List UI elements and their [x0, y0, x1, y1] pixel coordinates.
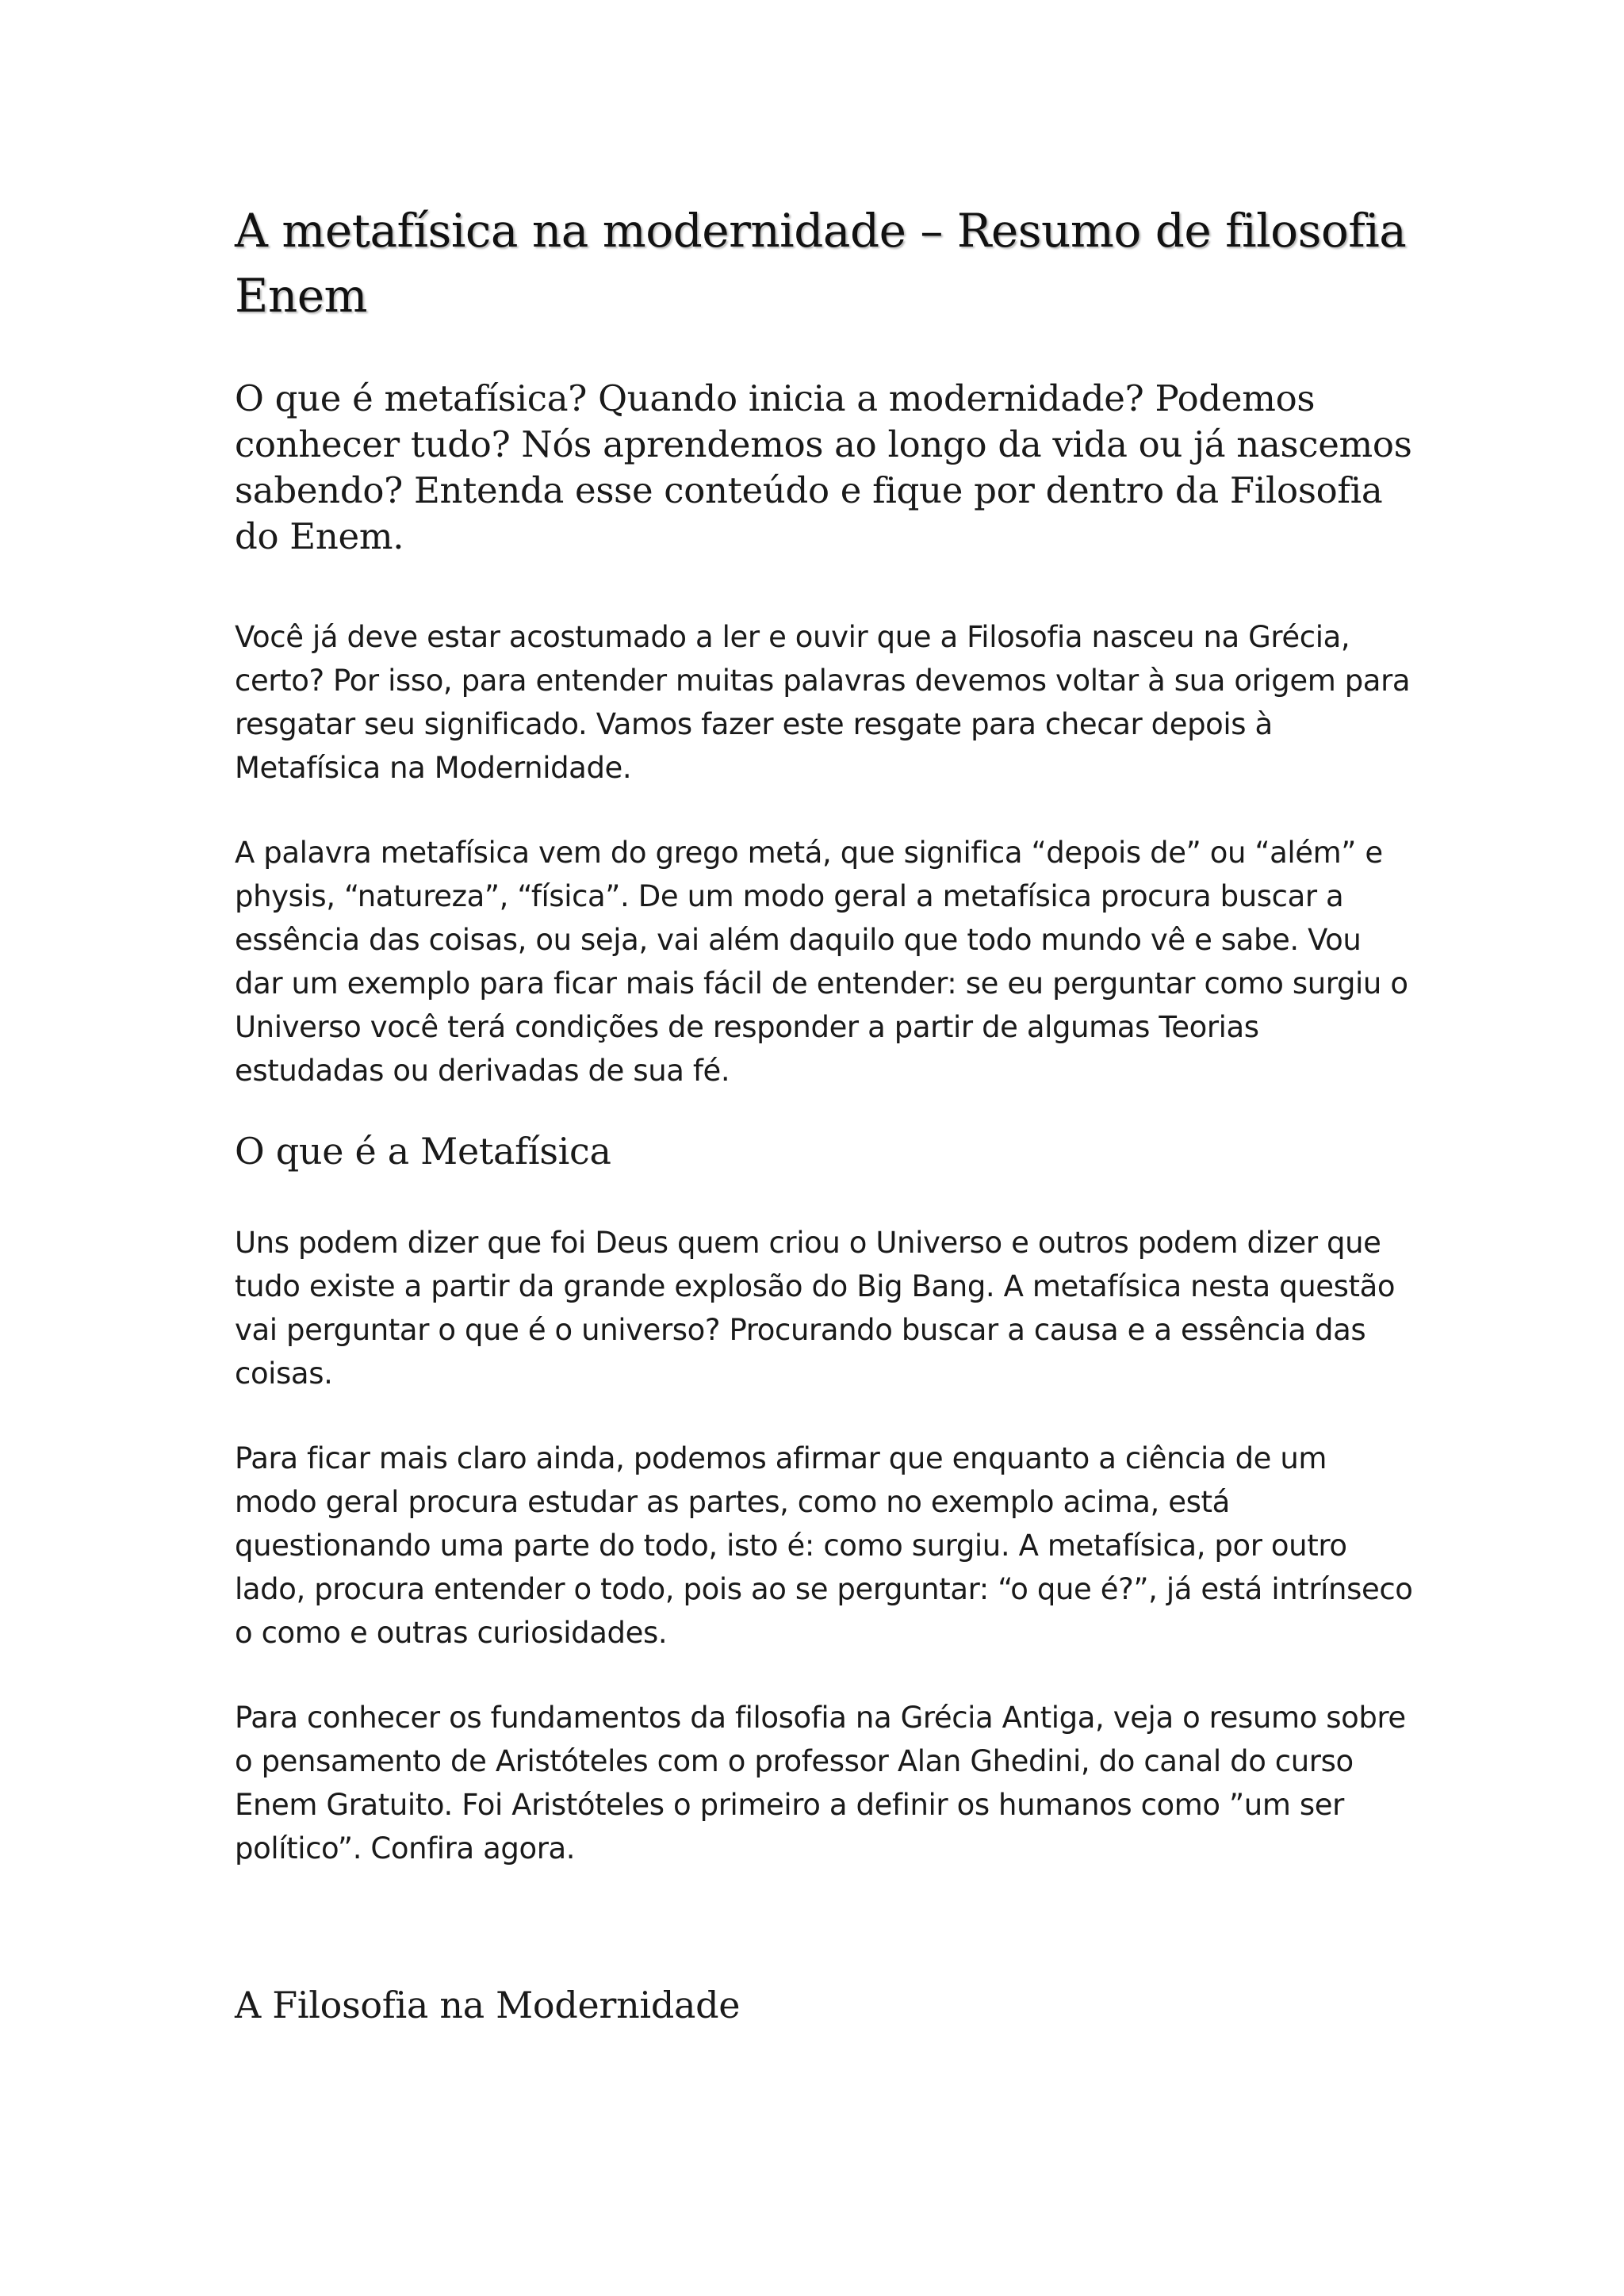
section-heading-modernidade: A Filosofia na Modernidade — [235, 1984, 741, 2026]
section1-paragraph-3: Para conhecer os fundamentos da filosofia na Grécia Antiga, veja o resumo sobre o pensamento de Aristóteles com o professor Alan Ghedini, do canal do curso Enem Gratuito. Foi Aristóteles o primeiro a definir os humanos como ”um ser político”. Confira agora. — [235, 1701, 1406, 1866]
section1-paragraph-2: Para ficar mais claro ainda, podemos afirmar que enquanto a ciência de um modo geral procura estudar as partes, como no exemplo acima, está questionando uma parte do todo, isto é: como surgiu. A metafísica, por outro lado, procura entender o todo, pois ao se perguntar: “o que é?”, já está intrínseco o como e outras curiosidades. — [235, 1441, 1413, 1650]
intro-paragraph-1: Você já deve estar acostumado a ler e ouvir que a Filosofia nasceu na Grécia, certo? Por isso, para entender muitas palavras devemos voltar à sua origem para resgatar seu significado. Vamos fazer este resgate para checar depois à Metafísica na Modernidade. — [235, 620, 1411, 785]
document-title: A metafísica na modernidade – Resumo de filosofia Enem — [235, 204, 1407, 323]
document-content — [235, 198, 1416, 2075]
section-heading-metafisica: O que é a Metafísica — [235, 1130, 611, 1173]
intro-paragraph-2: A palavra metafísica vem do grego metá, que significa “depois de” ou “além” e physis, “natureza”, “física”. De um modo geral a metafísica procura buscar a essência das coisas, ou seja, vai além daquilo que todo mundo vê e sabe. Vou dar um exemplo para ficar mais fácil de entender: se eu perguntar como surgiu o Universo você terá condições de responder a partir de algumas Teorias estudadas ou derivadas de sua fé. — [235, 836, 1408, 1088]
section1-paragraph-1: Uns podem dizer que foi Deus quem criou o Universo e outros podem dizer que tudo existe a partir da grande explosão do Big Bang. A metafísica nesta questão vai perguntar o que é o universo? Procurando buscar a causa e a essência das coisas. — [235, 1226, 1396, 1391]
document-subtitle: O que é metafísica? Quando inicia a modernidade? Podemos conhecer tudo? Nós aprendemos ao longo da vida ou já nascemos sabendo? Entenda esse conteúdo e fique por dentro da Filosofia do Enem. — [235, 377, 1412, 557]
